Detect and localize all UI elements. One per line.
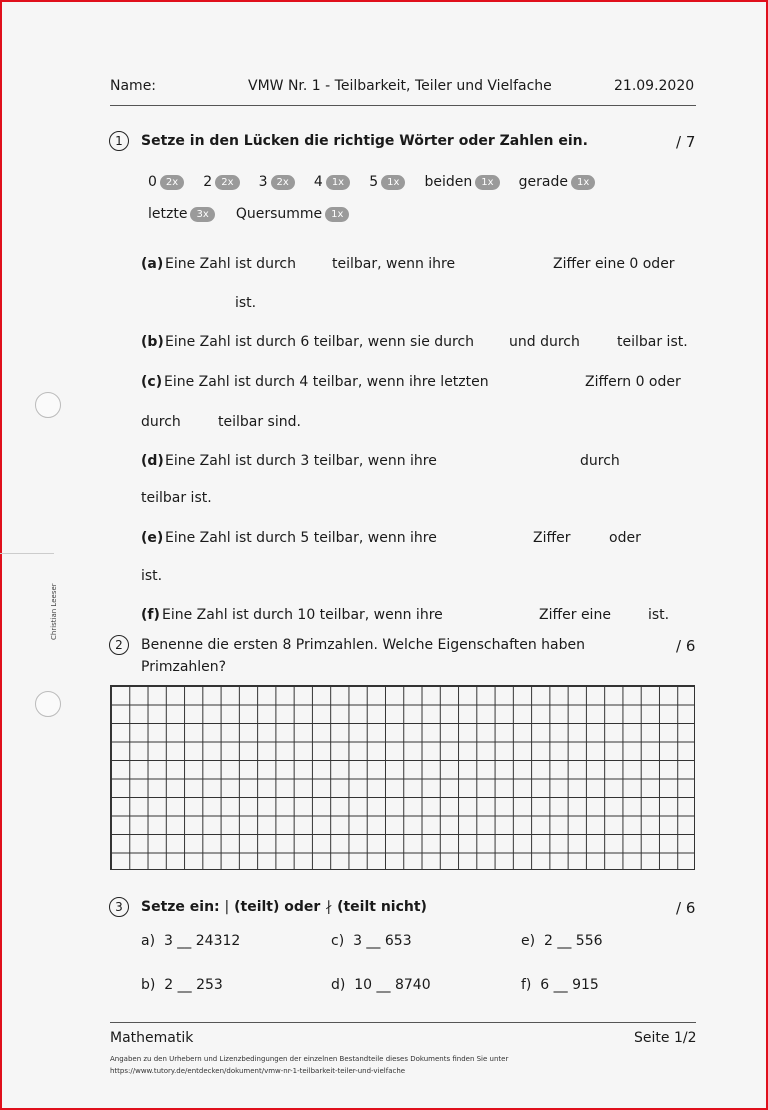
sentence-b-part1: Eine Zahl ist durch 6 teilbar, wenn sie durch (165, 334, 475, 350)
punch-hole-top (35, 392, 61, 418)
document-date: 21.09.2020 (614, 78, 695, 94)
sentence-d-part3: teilbar ist. (141, 490, 212, 506)
sentence-c-part4: teilbar sind. (218, 414, 301, 430)
sentence-f-label: (f) (141, 607, 160, 623)
sentence-d-part1: Eine Zahl ist durch 3 teilbar, wenn ihre (165, 453, 437, 469)
sentence-d-label: (d) (141, 453, 164, 469)
sentence-a-label: (a) (141, 256, 164, 272)
name-label: Name: (110, 78, 157, 94)
count-badge: 1x (325, 207, 349, 222)
sentence-f-part2: Ziffer eine (539, 607, 611, 623)
count-badge: 2x (160, 175, 184, 190)
count-badge: 2x (271, 175, 295, 190)
task1-score: / 7 (676, 133, 696, 151)
sentence-d-part2: durch (580, 453, 620, 469)
task1-title: Setze in den Lücken die richtige Wörter oder Zahlen ein. (141, 133, 588, 149)
word-bank-item: gerade 1x (519, 174, 596, 190)
not-divides-symbol-icon: ∤ (325, 899, 333, 915)
sentence-a-part3: Ziffer eine 0 oder (553, 256, 675, 272)
exercise-e: e) 2 __ 556 (521, 933, 603, 949)
sentence-e-label: (e) (141, 530, 164, 546)
footer-license-note: Angaben zu den Urhebern und Lizenzbedingungen der einzelnen Bestandteile dieses Dokuments finden Sie unter (110, 1055, 509, 1063)
word-bank-item: 3 2x (259, 174, 295, 190)
author-credit: Christian Leeser (50, 583, 58, 640)
sentence-c-part2: Ziffern 0 oder (585, 374, 681, 390)
sentence-c-part3: durch (141, 414, 181, 430)
exercise-c: c) 3 __ 653 (331, 933, 412, 949)
task2-line1: Benenne die ersten 8 Primzahlen. Welche Eigenschaften haben (141, 637, 586, 653)
word-bank-row-1 (148, 171, 595, 190)
sentence-f-part1: Eine Zahl ist durch 10 teilbar, wenn ihre (162, 607, 443, 623)
count-badge: 3x (190, 207, 214, 222)
word-bank-item: 2 2x (203, 174, 239, 190)
footer-rule (110, 1022, 696, 1023)
footer-license-link[interactable]: https://www.tutory.de/entdecken/dokument/vmw-nr-1-teilbarkeit-teiler-und-vielfache (110, 1067, 406, 1075)
word-bank-item: Quersumme 1x (236, 206, 350, 222)
sentence-a-part1: Eine Zahl ist durch (165, 256, 296, 272)
task2-number: 2 (109, 635, 129, 655)
word-bank-row-2 (148, 203, 349, 222)
exercise-b: b) 2 __ 253 (141, 977, 223, 993)
punch-hole-bottom (35, 691, 61, 717)
exercise-f: f) 6 __ 915 (521, 977, 599, 993)
sentence-a-part4: ist. (235, 295, 257, 311)
word-bank-item: beiden 1x (424, 174, 499, 190)
sentence-e-part1: Eine Zahl ist durch 5 teilbar, wenn ihre (165, 530, 437, 546)
task3-score: / 6 (676, 899, 696, 917)
word-bank-item: 0 2x (148, 174, 184, 190)
sentence-b-part3: teilbar ist. (617, 334, 688, 350)
fold-mark (0, 553, 54, 554)
word-bank-item: 5 1x (369, 174, 405, 190)
exercise-d: d) 10 __ 8740 (331, 977, 431, 993)
count-badge: 2x (215, 175, 239, 190)
divides-symbol-icon: | (224, 899, 230, 915)
sentence-a-part2: teilbar, wenn ihre (332, 256, 456, 272)
count-badge: 1x (381, 175, 405, 190)
sentence-e-part3: oder (609, 530, 641, 546)
exercise-a: a) 3 __ 24312 (141, 933, 241, 949)
task3-number: 3 (109, 897, 129, 917)
task1-number: 1 (109, 131, 129, 151)
count-badge: 1x (326, 175, 350, 190)
sentence-b-part2: und durch (509, 334, 580, 350)
count-badge: 1x (571, 175, 595, 190)
answer-grid[interactable] (110, 685, 695, 870)
count-badge: 1x (475, 175, 499, 190)
task2-line2: Primzahlen? (141, 659, 227, 675)
header-rule (110, 105, 696, 106)
sentence-c-label: (c) (141, 374, 163, 390)
sentence-e-part2: Ziffer (533, 530, 571, 546)
sentence-b-label: (b) (141, 334, 164, 350)
footer-page-number: Seite 1/2 (634, 1030, 697, 1046)
document-title: VMW Nr. 1 - Teilbarkeit, Teiler und Vielfache (248, 78, 552, 94)
task3-title: Setze ein: | (teilt) oder ∤ (teilt nicht) (141, 899, 427, 915)
word-bank-item: 4 1x (314, 174, 350, 190)
sentence-e-part4: ist. (141, 568, 163, 584)
word-bank-item: letzte 3x (148, 206, 215, 222)
footer-subject: Mathematik (110, 1030, 194, 1046)
task2-score: / 6 (676, 637, 696, 655)
sentence-c-part1: Eine Zahl ist durch 4 teilbar, wenn ihre letzten (164, 374, 489, 390)
sentence-f-part3: ist. (648, 607, 670, 623)
